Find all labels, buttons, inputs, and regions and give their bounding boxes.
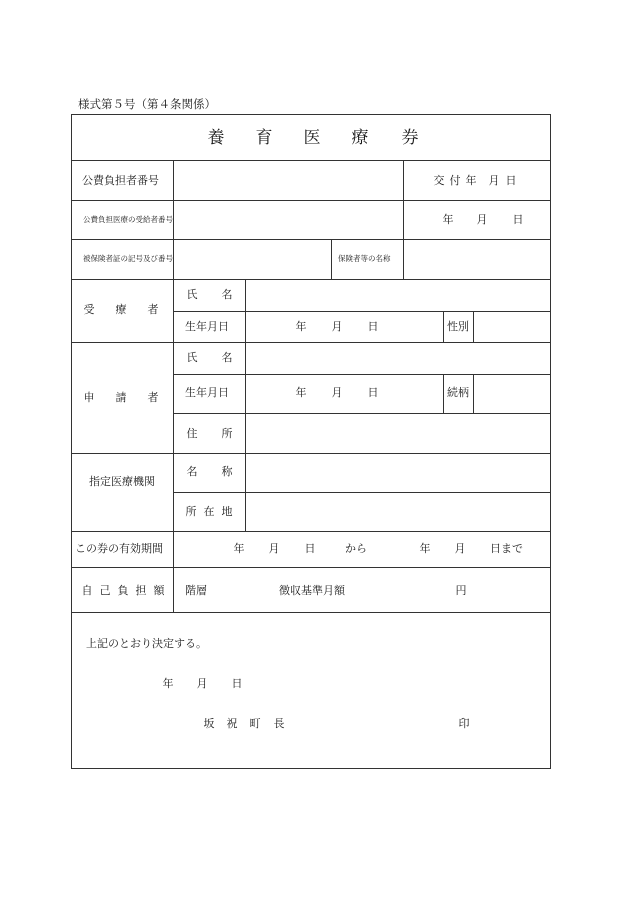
patient-name-label: 名: [221, 288, 233, 301]
patient-label-char: 受: [83, 303, 95, 316]
column-divider: [245, 279, 246, 342]
issue-date-heading-char: 日: [505, 174, 517, 187]
validity-to-year: 年: [419, 542, 431, 555]
institution-name-label: 名: [186, 465, 198, 478]
insurer-name-label: 保険者等の名称: [338, 254, 391, 263]
issue-date-heading-char: 年: [465, 174, 477, 187]
institution-label: 指定医療機関: [89, 475, 155, 488]
institution-name-label: 称: [221, 465, 233, 478]
decision-date-year: 年: [162, 677, 174, 690]
row-divider: [72, 567, 550, 568]
column-divider: [173, 567, 174, 612]
applicant-dob-day: 日: [367, 386, 379, 399]
recipient-number-label: 公費負担医療の受給者番号: [83, 215, 173, 224]
applicant-name-label: 氏: [186, 351, 198, 364]
row-divider: [72, 239, 550, 240]
issue-date-day: 日: [512, 213, 524, 226]
column-divider: [443, 311, 444, 342]
column-divider: [245, 342, 246, 453]
decision-date-month: 月: [196, 677, 208, 690]
row-divider: [173, 492, 550, 493]
row-divider: [72, 453, 550, 454]
copay-label-char: 担: [135, 584, 147, 597]
patient-sex-label: 性別: [447, 320, 469, 333]
patient-label-char: 療: [115, 303, 127, 316]
form-caption: 様式第５号（第４条関係）: [78, 97, 216, 111]
row-divider: [173, 311, 550, 312]
applicant-label-char: 者: [147, 391, 159, 404]
applicant-address-label: 所: [221, 427, 233, 440]
row-divider: [72, 279, 550, 280]
column-divider: [403, 239, 404, 279]
row-divider: [72, 342, 550, 343]
patient-dob-day: 日: [367, 320, 379, 333]
column-divider: [443, 374, 444, 413]
issuer-char: 坂: [203, 717, 215, 730]
validity-from-month: 月: [268, 542, 280, 555]
institution-location-label: 地: [221, 505, 233, 518]
applicant-dob-year: 年: [295, 386, 307, 399]
column-divider: [403, 160, 404, 240]
row-divider: [72, 160, 550, 161]
row-divider: [72, 200, 550, 201]
title-char: 育: [255, 128, 273, 148]
copay-label-char: 負: [117, 584, 129, 597]
issuer-char: 町: [249, 717, 261, 730]
applicant-dob-label: 生年月日: [185, 386, 229, 399]
column-divider: [245, 453, 246, 531]
applicant-label-char: 申: [83, 391, 95, 404]
issuer-char: 長: [273, 717, 285, 730]
payer-number-label: 公費負担者番号: [82, 174, 159, 187]
applicant-relation-label: 続柄: [447, 386, 469, 399]
decision-date-day: 日: [231, 677, 243, 690]
title-char: 医: [303, 128, 321, 148]
copay-tier-label: 階層: [185, 584, 207, 597]
title-char: 養: [207, 128, 225, 148]
decision-statement: 上記のとおり決定する。: [86, 637, 207, 650]
issue-date-month: 月: [476, 213, 488, 226]
applicant-dob-month: 月: [331, 386, 343, 399]
patient-dob-month: 月: [331, 320, 343, 333]
issuer-char: 祝: [226, 717, 238, 730]
patient-dob-year: 年: [295, 320, 307, 333]
validity-to-day: 日まで: [490, 542, 523, 555]
row-divider: [173, 374, 550, 375]
applicant-address-label: 住: [186, 427, 198, 440]
institution-location-label: 所: [185, 505, 197, 518]
validity-to-month: 月: [454, 542, 466, 555]
column-divider: [173, 160, 174, 567]
column-divider: [473, 374, 474, 413]
validity-from-word: から: [345, 542, 367, 555]
issue-date-year: 年: [442, 213, 454, 226]
applicant-name-label: 名: [221, 351, 233, 364]
column-divider: [331, 239, 332, 279]
title-char: 療: [351, 128, 369, 148]
title-char: 券: [401, 128, 419, 148]
seal-mark: 印: [458, 717, 470, 730]
validity-label: この券の有効期間: [75, 542, 163, 555]
issue-date-heading-char: 付: [449, 174, 461, 187]
row-divider: [72, 531, 550, 532]
institution-location-label: 在: [203, 505, 215, 518]
row-divider: [173, 413, 550, 414]
insurance-card-label: 被保険者証の記号及び番号: [83, 254, 173, 263]
issue-date-heading-char: 交: [433, 174, 445, 187]
issue-date-heading-char: 月: [488, 174, 500, 187]
copay-yen: 円: [455, 584, 467, 597]
copay-standard-label: 徴収基準月額: [279, 584, 345, 597]
medical-ticket-form: [71, 114, 551, 769]
applicant-label-char: 請: [115, 391, 127, 404]
patient-name-label: 氏: [186, 288, 198, 301]
copay-label-char: 額: [153, 584, 165, 597]
patient-dob-label: 生年月日: [185, 320, 229, 333]
copay-label-char: 己: [99, 584, 111, 597]
validity-from-day: 日: [304, 542, 316, 555]
patient-label-char: 者: [147, 303, 159, 316]
validity-from-year: 年: [233, 542, 245, 555]
column-divider: [473, 311, 474, 342]
row-divider: [72, 612, 550, 613]
copay-label-char: 自: [81, 584, 93, 597]
